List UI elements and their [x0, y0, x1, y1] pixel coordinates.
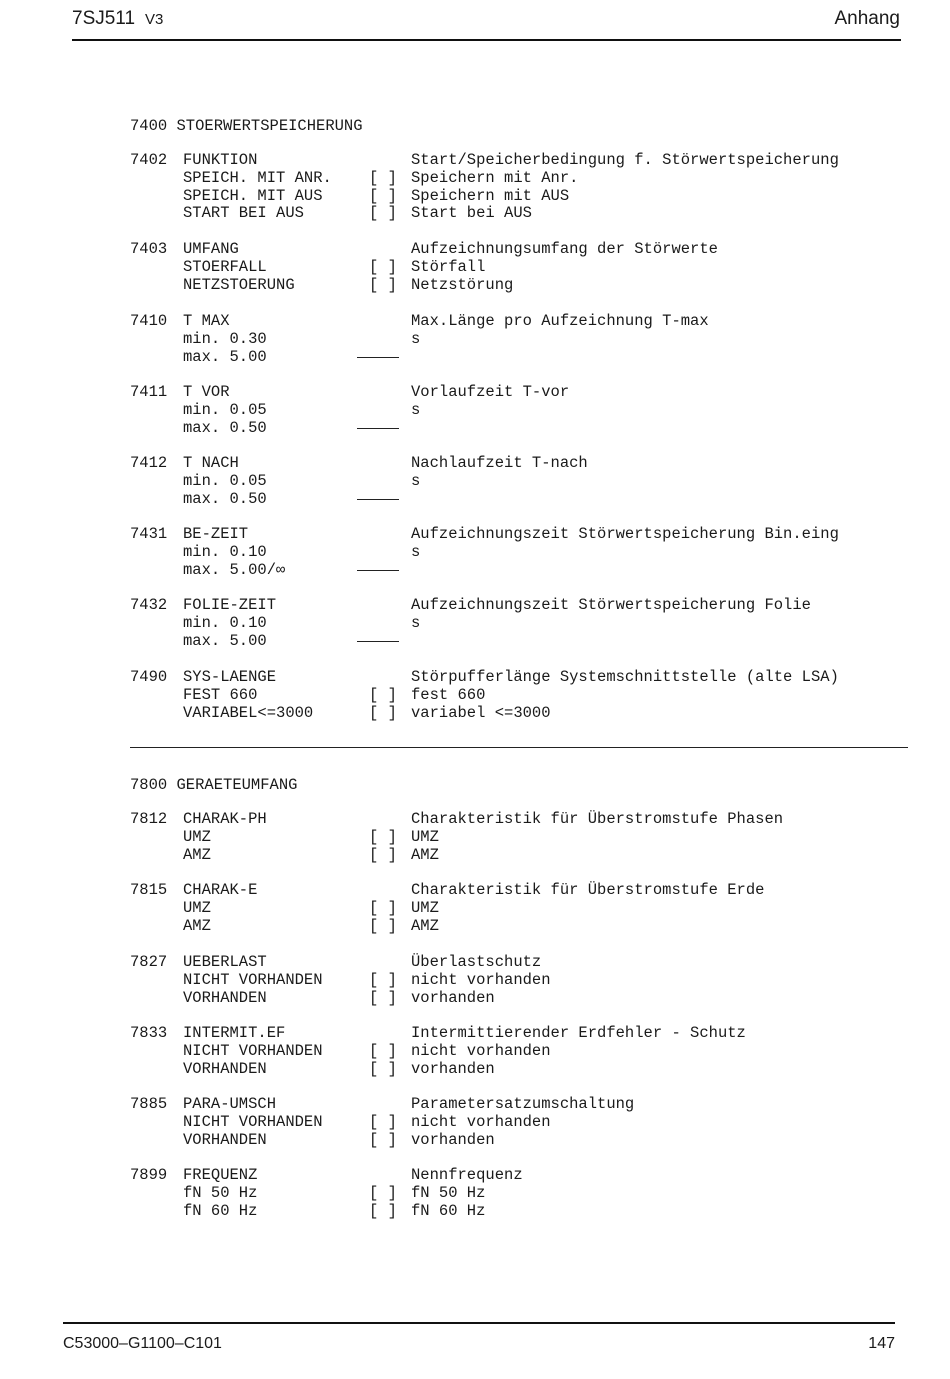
param-description: Charakteristik für Überstromstufe Phasen — [411, 810, 784, 828]
param-min: min. 0.10 — [183, 542, 267, 561]
option-checkbox[interactable]: [ ] — [369, 845, 397, 864]
param-name: UMFANG — [183, 240, 239, 258]
param-max: max. 5.00 — [183, 347, 267, 366]
param-unit: s — [411, 400, 421, 419]
option-name: VARIABEL<=3000 — [183, 703, 314, 722]
option-description: Speichern mit Anr. — [411, 168, 579, 187]
option-name: fN 60 Hz — [183, 1201, 258, 1220]
option-name: STOERFALL — [183, 257, 267, 276]
option-checkbox[interactable]: [ ] — [369, 1041, 397, 1060]
option-checkbox[interactable]: [ ] — [369, 1201, 397, 1220]
header-model — [72, 8, 163, 30]
param-address: 7412 — [130, 454, 168, 472]
option-checkbox[interactable]: [ ] — [369, 1130, 397, 1149]
option-name: VORHANDEN — [183, 1059, 267, 1078]
param-name: CHARAK-PH — [183, 810, 267, 828]
param-name: CHARAK-E — [183, 881, 258, 899]
param-block — [130, 1025, 930, 1078]
param-description: Aufzeichnungszeit Störwertspeicherung Bin.eing — [411, 525, 839, 543]
param-address: 7410 — [130, 312, 168, 330]
option-description: Netzstörung — [411, 275, 514, 294]
option-name: UMZ — [183, 898, 211, 917]
param-description: Überlastschutz — [411, 953, 542, 971]
option-name: SPEICH. MIT ANR. — [183, 168, 332, 187]
param-address: 7815 — [130, 881, 168, 899]
option-name: UMZ — [183, 827, 211, 846]
param-address: 7490 — [130, 668, 168, 686]
param-name: INTERMIT.EF — [183, 1024, 286, 1042]
option-name: FEST 660 — [183, 685, 258, 704]
param-description: Nennfrequenz — [411, 1166, 523, 1184]
version-label: V3 — [145, 11, 164, 28]
param-unit: s — [411, 471, 421, 490]
model-name: 7SJ511 — [72, 8, 136, 29]
param-address: 7885 — [130, 1095, 168, 1113]
option-description: variabel <=3000 — [411, 703, 551, 722]
option-name: NETZSTOERUNG — [183, 275, 295, 294]
option-description: UMZ — [411, 898, 439, 917]
param-description: Aufzeichnungszeit Störwertspeicherung Folie — [411, 596, 811, 614]
doc-number: C53000–G1100–C101 — [63, 1335, 222, 1352]
option-checkbox[interactable]: [ ] — [369, 703, 397, 722]
param-max: max. 0.50 — [183, 418, 267, 437]
option-checkbox[interactable]: [ ] — [369, 685, 397, 704]
option-checkbox[interactable]: [ ] — [369, 168, 397, 187]
param-name: SYS-LAENGE — [183, 668, 277, 686]
param-description: Störpufferlänge Systemschnittstelle (alte LSA) — [411, 668, 839, 686]
param-unit: s — [411, 542, 421, 561]
option-name: VORHANDEN — [183, 1130, 267, 1149]
param-block — [130, 313, 930, 366]
param-name: BE-ZEIT — [183, 525, 249, 543]
option-checkbox[interactable]: [ ] — [369, 275, 397, 294]
option-checkbox[interactable]: [ ] — [369, 898, 397, 917]
param-min: min. 0.10 — [183, 613, 267, 632]
param-description: Start/Speicherbedingung f. Störwertspeicherung — [411, 151, 839, 169]
option-checkbox[interactable]: [ ] — [369, 988, 397, 1007]
param-max: max. 5.00/∞ — [183, 560, 286, 579]
option-name: VORHANDEN — [183, 988, 267, 1007]
param-address: 7833 — [130, 1024, 168, 1042]
param-block — [130, 954, 930, 1007]
param-address: 7899 — [130, 1166, 168, 1184]
option-name: AMZ — [183, 916, 211, 935]
param-block — [130, 882, 930, 935]
footer-rule — [63, 1322, 895, 1324]
option-name: SPEICH. MIT AUS — [183, 186, 323, 205]
value-entry-line[interactable] — [357, 641, 399, 642]
param-min: min. 0.05 — [183, 400, 267, 419]
param-description: Nachlaufzeit T-nach — [411, 454, 588, 472]
option-checkbox[interactable]: [ ] — [369, 1059, 397, 1078]
option-description: fest 660 — [411, 685, 486, 704]
param-address: 7402 — [130, 151, 168, 169]
param-description: Charakteristik für Überstromstufe Erde — [411, 881, 765, 899]
option-checkbox[interactable]: [ ] — [369, 916, 397, 935]
option-checkbox[interactable]: [ ] — [369, 1112, 397, 1131]
option-description: vorhanden — [411, 1059, 495, 1078]
option-description: nicht vorhanden — [411, 970, 551, 989]
option-checkbox[interactable]: [ ] — [369, 257, 397, 276]
option-description: fN 50 Hz — [411, 1183, 486, 1202]
param-block — [130, 669, 930, 722]
param-block — [130, 241, 930, 294]
option-description: nicht vorhanden — [411, 1112, 551, 1131]
option-description: vorhanden — [411, 988, 495, 1007]
value-entry-line[interactable] — [357, 357, 399, 358]
section-title: 7800 GERAETEUMFANG — [130, 776, 298, 794]
param-name: T VOR — [183, 383, 230, 401]
param-address: 7827 — [130, 953, 168, 971]
option-description: AMZ — [411, 916, 439, 935]
option-description: UMZ — [411, 827, 439, 846]
param-name: T NACH — [183, 454, 239, 472]
param-address: 7812 — [130, 810, 168, 828]
section-title: 7400 STOERWERTSPEICHERUNG — [130, 117, 363, 135]
param-unit: s — [411, 613, 421, 632]
param-max: max. 0.50 — [183, 489, 267, 508]
value-entry-line[interactable] — [357, 499, 399, 500]
param-max: max. 5.00 — [183, 631, 267, 650]
param-block — [130, 455, 930, 508]
param-min: min. 0.05 — [183, 471, 267, 490]
option-checkbox[interactable]: [ ] — [369, 827, 397, 846]
option-checkbox[interactable]: [ ] — [369, 1183, 397, 1202]
option-description: AMZ — [411, 845, 439, 864]
option-description: Störfall — [411, 257, 486, 276]
option-description: Speichern mit AUS — [411, 186, 570, 205]
param-block — [130, 1096, 930, 1149]
param-name: FREQUENZ — [183, 1166, 258, 1184]
option-name: AMZ — [183, 845, 211, 864]
param-name: PARA-UMSCH — [183, 1095, 277, 1113]
param-description: Max.Länge pro Aufzeichnung T-max — [411, 312, 709, 330]
option-checkbox[interactable]: [ ] — [369, 186, 397, 205]
param-block — [130, 811, 930, 864]
option-name: NICHT VORHANDEN — [183, 1112, 323, 1131]
option-name: START BEI AUS — [183, 204, 304, 223]
param-address: 7431 — [130, 525, 168, 543]
section-separator — [130, 747, 908, 748]
option-name: NICHT VORHANDEN — [183, 1041, 323, 1060]
param-block — [130, 384, 930, 437]
param-name: FOLIE-ZEIT — [183, 596, 277, 614]
param-name: FUNKTION — [183, 151, 258, 169]
value-entry-line[interactable] — [357, 570, 399, 571]
option-description: nicht vorhanden — [411, 1041, 551, 1060]
param-block — [130, 597, 930, 650]
param-description: Parametersatzumschaltung — [411, 1095, 635, 1113]
page-number: 147 — [868, 1335, 895, 1352]
option-description: Start bei AUS — [411, 204, 532, 223]
param-min: min. 0.30 — [183, 329, 267, 348]
option-description: vorhanden — [411, 1130, 495, 1149]
option-checkbox[interactable]: [ ] — [369, 204, 397, 223]
param-description: Intermittierender Erdfehler - Schutz — [411, 1024, 746, 1042]
option-name: NICHT VORHANDEN — [183, 970, 323, 989]
value-entry-line[interactable] — [357, 428, 399, 429]
param-name: T MAX — [183, 312, 230, 330]
param-address: 7403 — [130, 240, 168, 258]
param-description: Aufzeichnungsumfang der Störwerte — [411, 240, 718, 258]
option-description: fN 60 Hz — [411, 1201, 486, 1220]
param-address: 7411 — [130, 383, 168, 401]
option-name: fN 50 Hz — [183, 1183, 258, 1202]
param-description: Vorlaufzeit T-vor — [411, 383, 570, 401]
option-checkbox[interactable]: [ ] — [369, 970, 397, 989]
param-name: UEBERLAST — [183, 953, 267, 971]
param-unit: s — [411, 329, 421, 348]
param-block — [130, 1167, 930, 1220]
param-address: 7432 — [130, 596, 168, 614]
param-block — [130, 152, 930, 223]
param-block — [130, 526, 930, 579]
header-section: Anhang — [834, 8, 900, 29]
header-rule — [72, 39, 901, 41]
